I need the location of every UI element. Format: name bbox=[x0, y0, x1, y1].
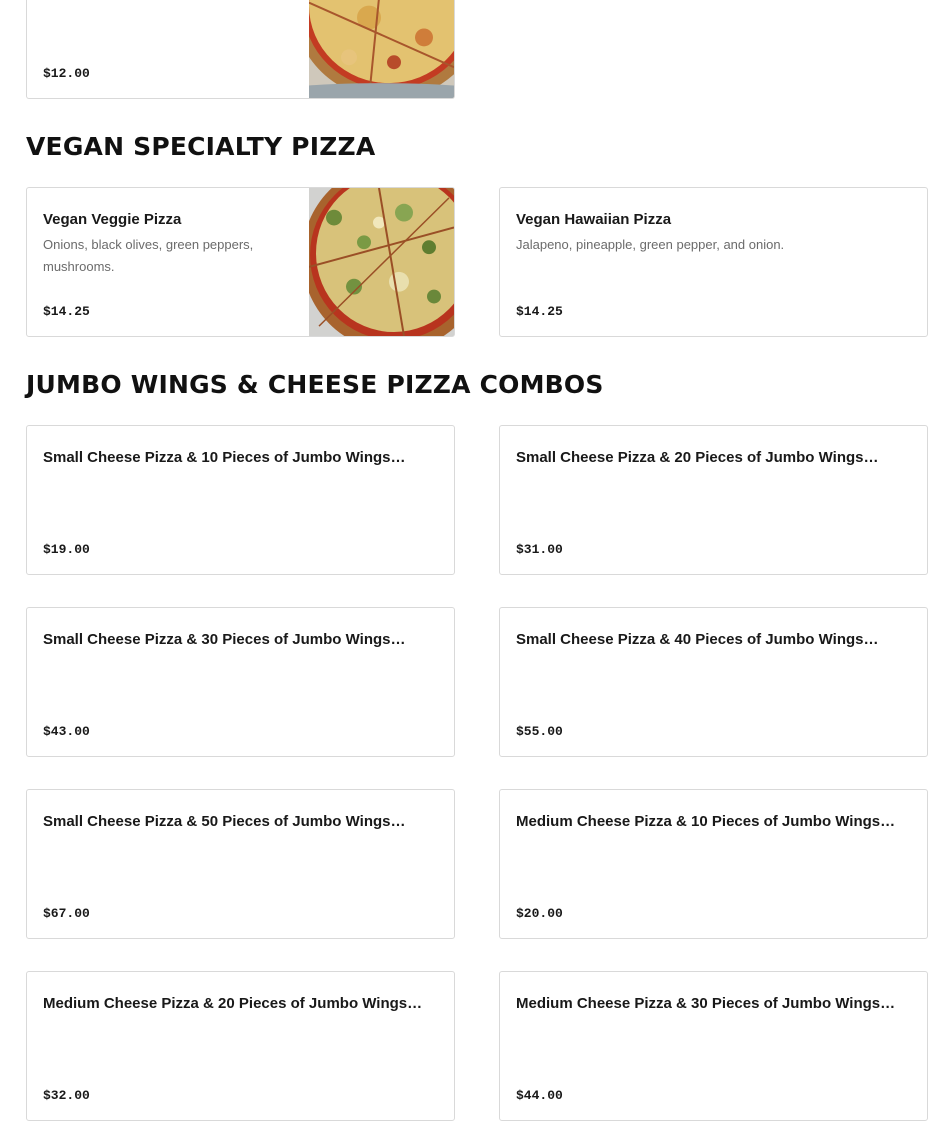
menu-item-body bbox=[516, 811, 911, 938]
menu-item-price: $55.00 bbox=[516, 724, 563, 739]
menu-item-body bbox=[516, 209, 911, 336]
menu-item-name: Medium Cheese Pizza & 10 Pieces of Jumbo Wings… bbox=[516, 813, 896, 830]
menu-item-card[interactable] bbox=[26, 425, 455, 575]
menu-item-price: $14.25 bbox=[516, 304, 563, 319]
menu-item-card[interactable] bbox=[26, 789, 455, 939]
menu-item-name: Small Cheese Pizza & 30 Pieces of Jumbo Wings… bbox=[43, 631, 406, 648]
menu-item-card[interactable] bbox=[499, 971, 928, 1121]
menu-item-name: Small Cheese Pizza & 20 Pieces of Jumbo Wings… bbox=[516, 449, 879, 466]
menu-item-price: $43.00 bbox=[43, 724, 90, 739]
section-title-jumbo-wings-combos: JUMBO WINGS & CHEESE PIZZA COMBOS bbox=[26, 370, 604, 399]
veggie-pizza-photo-icon bbox=[309, 188, 454, 336]
menu-item-description: Onions, black olives, green peppers, mushrooms. bbox=[43, 237, 254, 274]
menu-item-price: $44.00 bbox=[516, 1088, 563, 1103]
menu-item-name: Medium Cheese Pizza & 20 Pieces of Jumbo Wings… bbox=[43, 995, 423, 1012]
menu-item-body bbox=[43, 811, 438, 938]
menu-item-body bbox=[516, 447, 911, 574]
menu-item-price: $31.00 bbox=[516, 542, 563, 557]
menu-item-name: Vegan Hawaiian Pizza bbox=[516, 211, 672, 228]
menu-item-body bbox=[43, 0, 294, 98]
menu-item-price: $32.00 bbox=[43, 1088, 90, 1103]
menu-item-card[interactable] bbox=[499, 789, 928, 939]
menu-item-name: Small Cheese Pizza & 50 Pieces of Jumbo Wings… bbox=[43, 813, 406, 830]
menu-item-card[interactable] bbox=[499, 425, 928, 575]
cheese-pizza-photo-icon bbox=[309, 0, 454, 98]
menu-item-card[interactable] bbox=[26, 0, 455, 99]
menu-item-name: Small Cheese Pizza & 40 Pieces of Jumbo Wings… bbox=[516, 631, 879, 648]
menu-item-card[interactable] bbox=[26, 187, 455, 337]
menu-item-description: Jalapeno, pineapple, green pepper, and onion. bbox=[516, 237, 785, 252]
menu-item-card[interactable] bbox=[26, 607, 455, 757]
menu-item-body bbox=[516, 629, 911, 756]
menu-item-price: $14.25 bbox=[43, 304, 90, 319]
menu-item-body bbox=[43, 447, 438, 574]
menu-item-card[interactable] bbox=[499, 187, 928, 337]
menu-item-price: $12.00 bbox=[43, 66, 90, 81]
menu-item-body bbox=[516, 993, 911, 1120]
section-title-vegan-specialty-pizza: VEGAN SPECIALTY PIZZA bbox=[26, 132, 376, 161]
menu-item-body bbox=[43, 993, 438, 1120]
menu-item-name: Medium Cheese Pizza & 30 Pieces of Jumbo Wings… bbox=[516, 995, 896, 1012]
menu-item-body bbox=[43, 629, 438, 756]
menu-item-price: $20.00 bbox=[516, 906, 563, 921]
menu-item-card[interactable] bbox=[499, 607, 928, 757]
menu-item-name: Vegan Veggie Pizza bbox=[43, 211, 182, 228]
menu-item-price: $19.00 bbox=[43, 542, 90, 557]
menu-item-card[interactable] bbox=[26, 971, 455, 1121]
menu-item-name: Small Cheese Pizza & 10 Pieces of Jumbo Wings… bbox=[43, 449, 406, 466]
menu-item-price: $67.00 bbox=[43, 906, 90, 921]
